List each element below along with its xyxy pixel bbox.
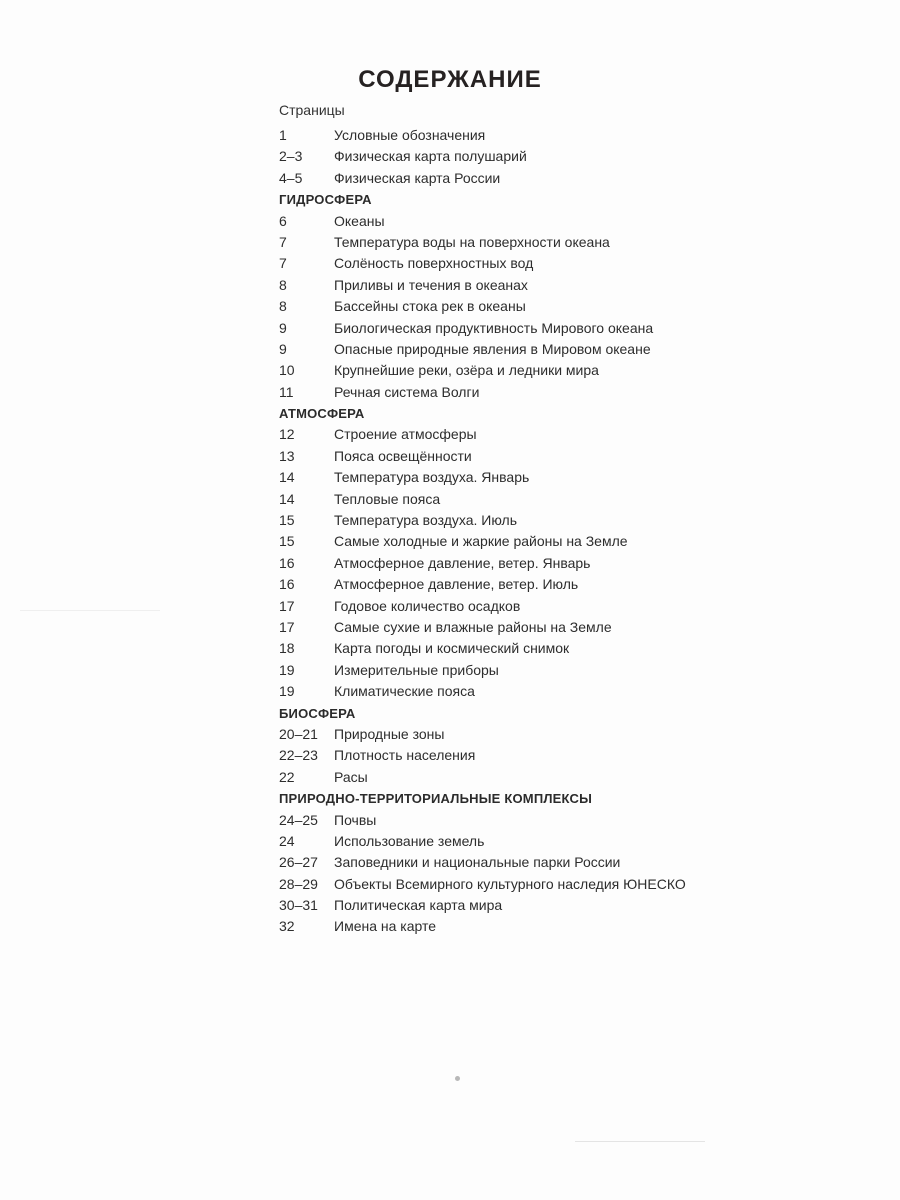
toc-entry bbox=[279, 553, 879, 574]
toc-entry-title: Использование земель bbox=[334, 832, 485, 849]
toc-entry-page: 28–29 bbox=[279, 875, 318, 892]
toc-entry-title: Самые сухие и влажные районы на Земле bbox=[334, 618, 612, 635]
toc-entry bbox=[279, 874, 879, 895]
toc-entry-title: Температура воздуха. Июль bbox=[334, 512, 517, 529]
page-title: СОДЕРЖАНИЕ bbox=[358, 66, 542, 93]
toc-entry-page: 32 bbox=[279, 918, 295, 935]
toc-entry bbox=[279, 660, 879, 681]
toc-entry-page: 14 bbox=[279, 490, 295, 507]
toc-entry-page: 13 bbox=[279, 447, 295, 464]
toc-entry bbox=[279, 916, 879, 937]
toc-entry-title: Бассейны стока рек в океаны bbox=[334, 298, 526, 315]
toc-entry-page: 19 bbox=[279, 683, 295, 700]
toc-entry-title: Имена на карте bbox=[334, 918, 437, 935]
toc-entry-page: 6 bbox=[279, 212, 287, 229]
toc-entry bbox=[279, 531, 879, 552]
toc-entry-title: Приливы и течения в океанах bbox=[334, 276, 528, 293]
toc-entry-page: 14 bbox=[279, 469, 295, 486]
toc-section-heading: БИОСФЕРА bbox=[279, 705, 356, 721]
toc-entry bbox=[279, 810, 879, 831]
toc-section-heading: АТМОСФЕРА bbox=[279, 406, 365, 422]
toc-entry-page: 8 bbox=[279, 298, 287, 315]
toc-entry-page: 15 bbox=[279, 533, 295, 550]
toc-entry-page: 9 bbox=[279, 319, 287, 336]
toc-entry-page: 19 bbox=[279, 661, 295, 678]
toc-entry bbox=[279, 382, 879, 403]
toc-entry-title: Измерительные приборы bbox=[334, 661, 499, 678]
toc-entry bbox=[279, 125, 879, 146]
toc-entry-title: Условные обозначения bbox=[334, 127, 486, 143]
toc-entry bbox=[279, 296, 879, 317]
toc-entry-page: 1 bbox=[279, 127, 287, 143]
toc-section-heading: ПРИРОДНО-ТЕРРИТОРИАЛЬНЫЕ КОМПЛЕКСЫ bbox=[279, 791, 593, 807]
toc-entry-title: Опасные природные явления в Мировом океане bbox=[334, 340, 651, 357]
toc-entry bbox=[279, 681, 879, 702]
toc-entry-title: Самые холодные и жаркие районы на Земле bbox=[334, 533, 628, 550]
toc-entry-page: 22 bbox=[279, 768, 295, 785]
toc-entry-title: Температура воды на поверхности океана bbox=[334, 233, 610, 250]
toc-entry-page: 22–23 bbox=[279, 747, 318, 764]
toc-entry bbox=[279, 617, 879, 638]
toc-entry-page: 2–3 bbox=[279, 148, 303, 165]
toc-entry-title: Физическая карта России bbox=[334, 169, 501, 186]
toc-entry-title: Климатические пояса bbox=[334, 683, 475, 700]
toc-entry-page: 17 bbox=[279, 618, 295, 635]
toc-entry-title: Заповедники и национальные парки России bbox=[334, 854, 621, 871]
toc-entry bbox=[279, 360, 879, 381]
toc-entry bbox=[279, 318, 879, 339]
toc-entry-page: 9 bbox=[279, 340, 287, 357]
toc-entry-title: Политическая карта мира bbox=[334, 897, 503, 914]
toc-entry-page: 8 bbox=[279, 276, 287, 293]
toc-entry-page: 16 bbox=[279, 576, 295, 593]
toc-entry bbox=[279, 467, 879, 488]
toc-entry-title: Пояса освещённости bbox=[334, 447, 472, 464]
toc-entry-page: 17 bbox=[279, 597, 295, 614]
toc-entry-title: Расы bbox=[334, 768, 368, 785]
toc-entry bbox=[279, 510, 879, 531]
toc-entry bbox=[279, 745, 879, 766]
toc-entry-page: 20–21 bbox=[279, 725, 318, 742]
toc-entry bbox=[279, 574, 879, 595]
toc-body bbox=[279, 125, 879, 938]
toc-entry bbox=[279, 852, 879, 873]
toc-entry-page: 16 bbox=[279, 554, 295, 571]
toc-entry-page: 26–27 bbox=[279, 854, 318, 871]
toc-entry bbox=[279, 895, 879, 916]
toc-entry-title: Крупнейшие реки, озёра и ледники мира bbox=[334, 362, 599, 379]
toc-entry bbox=[279, 446, 879, 467]
toc-entry-page: 4–5 bbox=[279, 169, 303, 186]
toc-entry-title: Почвы bbox=[334, 811, 377, 828]
toc-entry-page: 11 bbox=[279, 383, 294, 400]
toc-entry bbox=[279, 767, 879, 788]
toc-entry bbox=[279, 339, 879, 360]
toc-entry-title: Природные зоны bbox=[334, 725, 445, 742]
toc-entry bbox=[279, 831, 879, 852]
pages-column-label: Страницы bbox=[279, 102, 345, 118]
toc-entry-title: Атмосферное давление, ветер. Январь bbox=[334, 554, 591, 571]
toc-entry bbox=[279, 424, 879, 445]
edge-scan-line bbox=[575, 1141, 705, 1142]
toc-entry bbox=[279, 596, 879, 617]
toc-entry-title: Биологическая продуктивность Мирового океана bbox=[334, 319, 654, 336]
toc-entry bbox=[279, 489, 879, 510]
toc-entry bbox=[279, 168, 879, 189]
toc-entry-title: Речная система Волги bbox=[334, 383, 480, 400]
toc-entry bbox=[279, 232, 879, 253]
toc-entry bbox=[279, 724, 879, 745]
toc-entry-page: 12 bbox=[279, 426, 295, 443]
toc-entry-page: 7 bbox=[279, 255, 287, 272]
toc-entry-title: Физическая карта полушарий bbox=[334, 148, 527, 165]
toc-entry-page: 24 bbox=[279, 832, 295, 849]
toc-entry bbox=[279, 211, 879, 232]
toc-entry bbox=[279, 275, 879, 296]
toc-entry-page: 7 bbox=[279, 233, 287, 250]
toc-entry-page: 30–31 bbox=[279, 897, 318, 914]
toc-section-heading: ГИДРОСФЕРА bbox=[279, 192, 372, 208]
toc-entry-title: Солёность поверхностных вод bbox=[334, 255, 534, 272]
table-of-contents bbox=[279, 100, 879, 938]
toc-entry-title: Океаны bbox=[334, 212, 385, 229]
edge-scan-line bbox=[20, 610, 160, 611]
toc-entry-page: 15 bbox=[279, 512, 295, 529]
toc-entry-title: Объекты Всемирного культурного наследия ЮНЕСКО bbox=[334, 875, 686, 892]
toc-entry-title: Строение атмосферы bbox=[334, 426, 477, 443]
toc-entry-title: Карта погоды и космический снимок bbox=[334, 640, 570, 657]
toc-entry bbox=[279, 146, 879, 167]
toc-entry-page: 24–25 bbox=[279, 811, 318, 828]
toc-entry-title: Плотность населения bbox=[334, 747, 476, 764]
toc-entry-title: Годовое количество осадков bbox=[334, 597, 521, 614]
toc-entry bbox=[279, 253, 879, 274]
toc-entry-page: 18 bbox=[279, 640, 295, 657]
toc-entry bbox=[279, 638, 879, 659]
toc-entry-title: Атмосферное давление, ветер. Июль bbox=[334, 576, 579, 593]
toc-entry-title: Температура воздуха. Январь bbox=[334, 469, 530, 486]
toc-entry-title: Тепловые пояса bbox=[334, 490, 441, 507]
toc-entry-page: 10 bbox=[279, 362, 295, 379]
page-dot-mark bbox=[455, 1076, 460, 1081]
